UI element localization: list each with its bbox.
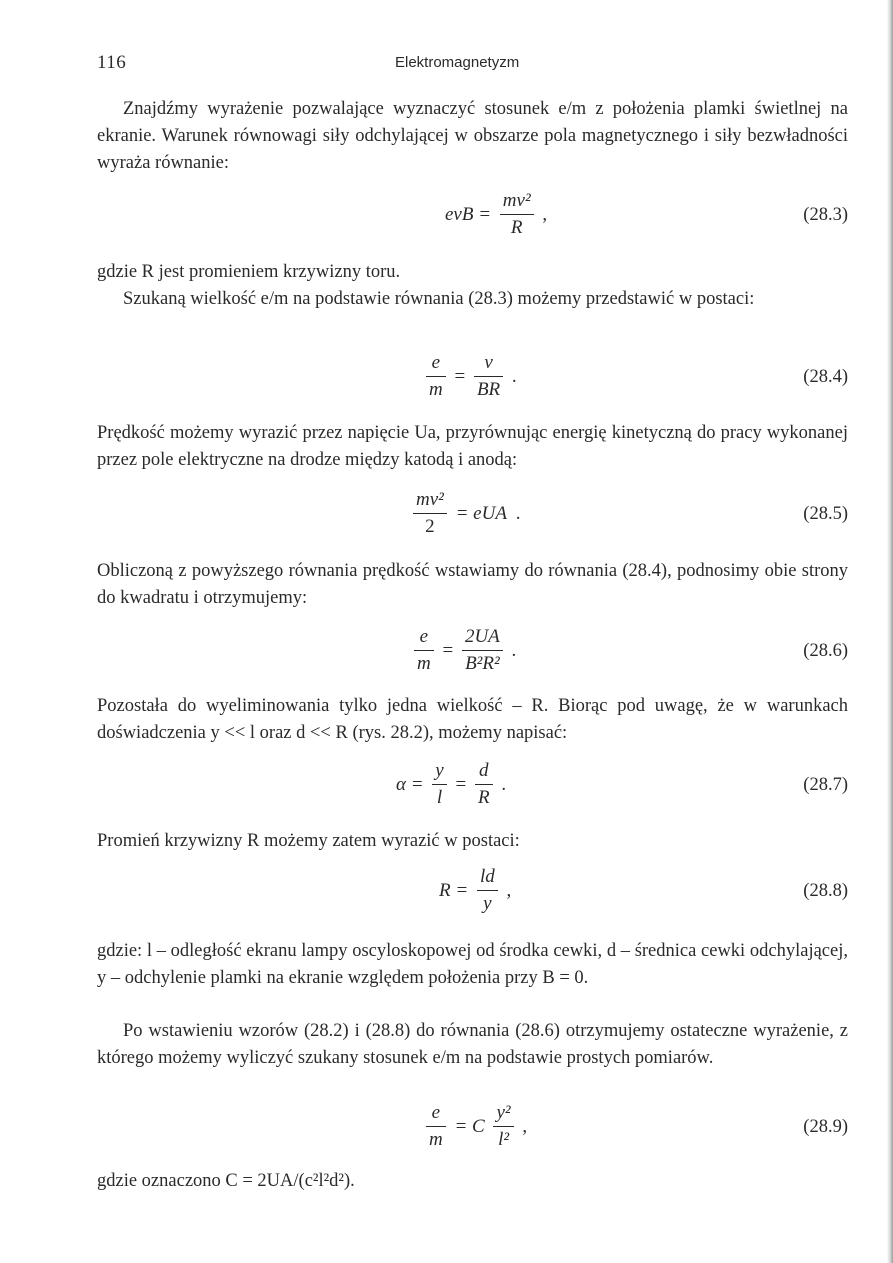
eq-lhs: α =	[396, 773, 424, 795]
equation-number: (28.7)	[803, 775, 848, 795]
equation-28-3	[97, 188, 848, 250]
eq-denominator: 2	[425, 516, 435, 537]
eq-tail: .	[501, 773, 507, 795]
eq-fraction-left	[414, 624, 434, 677]
equation-28-4	[97, 350, 848, 412]
eq-equals: =	[454, 365, 466, 387]
running-title: Elektromagnetyzm	[395, 54, 520, 71]
eq-denominator: l²	[498, 1129, 510, 1150]
eq-tail: .	[511, 639, 517, 661]
eq-rhs: = eUA	[455, 502, 507, 524]
eq-fraction-left	[426, 350, 446, 403]
equation-28-6	[97, 624, 848, 686]
paragraph-6: Pozostała do wyeliminowania tylko jedna wielkość – R. Biorąc pod uwagę, że w warunkach doświadczenia y << l oraz d << R (rys. 28.2), możemy napisać:	[97, 696, 848, 743]
paragraph-3: Szukaną wielkość e/m na podstawie równania (28.3) możemy przedstawić w postaci:	[123, 289, 755, 309]
eq-denominator: m	[417, 653, 431, 674]
eq-numerator: d	[475, 758, 493, 785]
eq-numerator: mv²	[500, 188, 534, 215]
eq-numerator: 2UA	[462, 624, 503, 651]
eq-fraction	[477, 864, 498, 917]
paragraph-7: Promień krzywizny R możemy zatem wyrazić w postaci:	[97, 831, 520, 851]
equation-28-5	[97, 487, 848, 549]
eq-equals: =	[455, 773, 467, 795]
paragraph-8: gdzie: l – odległość ekranu lampy oscyloskopowej od środka cewki, d – średnica cewki odchylającej, y – odchylenie plamki na ekranie względem położenia przy B = 0.	[97, 941, 848, 988]
eq-numerator: mv²	[413, 487, 447, 514]
eq-lhs: R =	[439, 879, 469, 901]
paragraph-1: Znajdźmy wyrażenie pozwalające wyznaczyć stosunek e/m z położenia plamki świetlnej na ekranie. Warunek równowagi siły odchylającej w obszarze pola magnetycznego i siły bezwładności wyraża równanie:	[97, 99, 848, 173]
eq-numerator: e	[414, 624, 434, 651]
equation-number: (28.3)	[803, 205, 848, 225]
paragraph-2: gdzie R jest promieniem krzywizny toru.	[97, 262, 401, 282]
eq-equals: =	[442, 639, 454, 661]
eq-numerator: ld	[477, 864, 498, 891]
eq-lhs: evB =	[445, 203, 492, 225]
eq-fraction	[500, 188, 534, 241]
eq-fraction-right	[462, 624, 503, 677]
eq-equals-c: = C	[454, 1115, 485, 1137]
equation-28-7	[97, 758, 848, 820]
paragraph-4: Prędkość możemy wyrazić przez napięcie Ua, przyrównując energię kinetyczną do pracy wykonanej przez pole elektryczne na drodze między katodą i anodą:	[97, 423, 848, 470]
eq-tail: ,	[542, 203, 548, 225]
eq-fraction-left	[426, 1100, 446, 1153]
eq-denominator: R	[477, 787, 490, 808]
eq-denominator: B²R²	[465, 653, 500, 674]
scan-edge-shadow	[887, 0, 893, 1263]
eq-tail: ,	[506, 879, 512, 901]
equation-number: (28.8)	[803, 881, 848, 901]
eq-numerator: y²	[493, 1100, 513, 1127]
paragraph-5: Obliczoną z powyższego równania prędkość wstawiamy do równania (28.4), podnosimy obie strony do kwadratu i otrzymujemy:	[97, 561, 848, 608]
eq-tail: .	[515, 502, 521, 524]
eq-numerator: e	[426, 1100, 446, 1127]
equation-number: (28.9)	[803, 1117, 848, 1137]
equation-number: (28.6)	[803, 641, 848, 661]
eq-tail: ,	[522, 1115, 528, 1137]
paragraph-9: Po wstawieniu wzorów (28.2) i (28.8) do równania (28.6) otrzymujemy ostateczne wyrażenie, z którego możemy wyliczyć szukany stosunek e/m na podstawie prostych pomiarów.	[97, 1021, 848, 1068]
eq-denominator: BR	[476, 379, 501, 400]
eq-denominator: m	[429, 379, 443, 400]
eq-numerator: e	[426, 350, 446, 377]
eq-fraction-right	[474, 350, 503, 403]
eq-denominator: R	[510, 217, 523, 238]
eq-tail: .	[511, 365, 517, 387]
equation-28-8	[97, 864, 848, 926]
eq-fraction-left	[432, 758, 446, 811]
equation-number: (28.5)	[803, 504, 848, 524]
paragraph-10: gdzie oznaczono C = 2UA/(c²l²d²).	[97, 1171, 355, 1191]
equation-28-9	[97, 1100, 848, 1162]
eq-denominator: m	[429, 1129, 443, 1150]
eq-fraction	[413, 487, 447, 540]
eq-denominator: y	[483, 893, 492, 914]
equation-number: (28.4)	[803, 367, 848, 387]
page-number: 116	[97, 52, 127, 73]
page-header	[97, 52, 847, 76]
eq-denominator: l	[436, 787, 443, 808]
eq-fraction-right	[475, 758, 493, 811]
eq-numerator: v	[474, 350, 503, 377]
eq-numerator: y	[432, 758, 446, 785]
eq-fraction-right	[493, 1100, 513, 1153]
